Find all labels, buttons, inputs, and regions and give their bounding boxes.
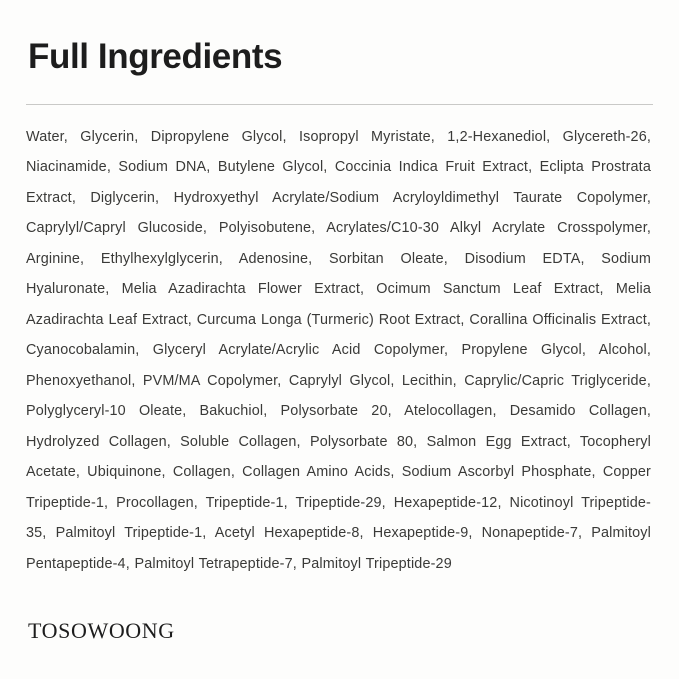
title-divider	[26, 104, 653, 105]
brand-wordmark: TOSOWOONG	[28, 618, 175, 643]
page-title: Full Ingredients	[28, 37, 283, 76]
ingredients-list-text: Water, Glycerin, Dipropylene Glycol, Isopropyl Myristate, 1,2-Hexanediol, Glycereth-26, Niacinamide, Sodium DNA, Butylene Glycol, Coccinia Indica Fruit Extract, Eclipta Prostrata Extract, Diglycerin, Hydroxyethyl Acrylate/Sodium Acryloyldimethyl Taurate Copolymer, Caprylyl/Capryl Glucoside, Polyisobutene, Acrylates/C10-30 Alkyl Acrylate Crosspolymer, Arginine, Ethylhexylglycerin, Adenosine, Sorbitan Oleate, Disodium EDTA, Sodium Hyaluronate, Melia Azadirachta Flower Extract, Ocimum Sanctum Leaf Extract, Melia Azadirachta Leaf Extract, Curcuma Longa (Turmeric) Root Extract, Corallina Officinalis Extract, Cyanocobalamin, Glyceryl Acrylate/Acrylic Acid Copolymer, Propylene Glycol, Alcohol, Phenoxyethanol, PVM/MA Copolymer, Caprylyl Glycol, Lecithin, Caprylic/Capric Triglyceride, Polyglyceryl-10 Oleate, Bakuchiol, Polysorbate 20, Atelocollagen, Desamido Collagen, Hydrolyzed Collagen, Soluble Collagen, Polysorbate 80, Salmon Egg Extract, Tocopheryl Acetate, Ubiquinone, Collagen, Collagen Amino Acids, Sodium Ascorbyl Phosphate, Copper Tripeptide-1, Procollagen, Tripeptide-1, Tripeptide-29, Hexapeptide-12, Nicotinoyl Tripeptide-35, Palmitoyl Tripeptide-1, Acetyl Hexapeptide-8, Hexapeptide-9, Nonapeptide-7, Palmitoyl Pentapeptide-4, Palmitoyl Tetrapeptide-7, Palmitoyl Tripeptide-29	[26, 128, 656, 572]
